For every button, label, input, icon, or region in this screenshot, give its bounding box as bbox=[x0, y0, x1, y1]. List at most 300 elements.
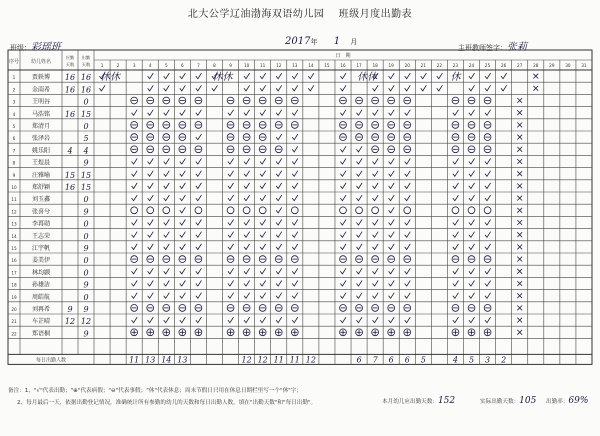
absent-mark bbox=[517, 196, 522, 201]
check-mark bbox=[164, 171, 170, 177]
check-mark bbox=[453, 183, 459, 189]
check-mark bbox=[453, 268, 459, 274]
check-mark bbox=[389, 293, 395, 299]
check-mark bbox=[148, 220, 154, 226]
absent-mark bbox=[517, 123, 522, 128]
actual-days: 9 bbox=[83, 329, 89, 339]
check-mark bbox=[276, 85, 282, 91]
check-mark bbox=[373, 317, 379, 323]
row-number: 5 bbox=[12, 124, 16, 129]
check-mark bbox=[132, 244, 138, 250]
check-mark bbox=[164, 110, 170, 116]
check-mark bbox=[340, 171, 346, 177]
absent-mark bbox=[517, 159, 522, 164]
check-mark bbox=[292, 232, 298, 238]
check-mark bbox=[180, 207, 186, 213]
check-mark bbox=[485, 110, 491, 116]
check-mark bbox=[196, 134, 202, 140]
child-name: 贾轶博 bbox=[31, 74, 51, 82]
check-mark bbox=[164, 73, 170, 79]
check-mark bbox=[180, 268, 186, 274]
actual-days: 16 bbox=[80, 85, 92, 95]
check-mark bbox=[244, 220, 250, 226]
check-mark bbox=[469, 281, 475, 287]
absent-mark bbox=[517, 306, 522, 311]
header-day: 31 bbox=[581, 63, 587, 68]
row-number: 20 bbox=[11, 307, 17, 312]
header-day: 22 bbox=[436, 63, 443, 68]
blank-circle-mark bbox=[195, 207, 202, 214]
absent-mark bbox=[517, 293, 522, 298]
check-mark bbox=[501, 85, 507, 91]
check-mark bbox=[180, 73, 186, 79]
check-mark bbox=[340, 293, 346, 299]
check-mark bbox=[437, 85, 443, 91]
check-mark bbox=[132, 171, 138, 177]
check-mark bbox=[469, 183, 475, 189]
check-mark bbox=[244, 195, 250, 201]
daily-total: 12 bbox=[257, 355, 268, 365]
check-mark bbox=[373, 159, 379, 165]
due-days: 16 bbox=[64, 85, 76, 95]
actual-total-value: 105 bbox=[519, 396, 537, 406]
check-mark bbox=[180, 110, 186, 116]
daily-total: 14 bbox=[161, 355, 172, 365]
header-actual-2: 天数 bbox=[81, 62, 91, 67]
due-days: 12 bbox=[64, 317, 76, 327]
check-mark bbox=[469, 293, 475, 299]
check-mark bbox=[485, 195, 491, 201]
check-mark bbox=[485, 159, 491, 165]
year-value: 2017 bbox=[285, 36, 311, 47]
check-mark bbox=[132, 268, 138, 274]
header-day: 14 bbox=[308, 63, 314, 68]
check-mark bbox=[228, 195, 234, 201]
check-mark bbox=[228, 183, 234, 189]
check-mark bbox=[469, 171, 475, 177]
check-mark bbox=[164, 183, 170, 189]
actual-days: 0 bbox=[83, 231, 89, 241]
check-mark bbox=[485, 73, 491, 79]
check-mark bbox=[260, 220, 266, 226]
check-mark bbox=[389, 159, 395, 165]
daily-total: 3 bbox=[485, 355, 491, 365]
header-day: 15 bbox=[324, 63, 330, 68]
check-mark bbox=[276, 171, 282, 177]
check-mark bbox=[276, 220, 282, 226]
absent-mark bbox=[517, 208, 522, 213]
header-actual: 出勤 bbox=[81, 55, 91, 60]
check-mark bbox=[453, 232, 459, 238]
check-mark bbox=[373, 183, 379, 189]
check-mark bbox=[196, 159, 202, 165]
check-mark bbox=[389, 110, 395, 116]
header-day: 28 bbox=[533, 63, 539, 68]
row-number: 14 bbox=[11, 233, 17, 239]
check-mark bbox=[485, 232, 491, 238]
check-mark bbox=[164, 293, 170, 299]
check-mark bbox=[340, 183, 346, 189]
check-mark bbox=[276, 281, 282, 287]
actual-days: 0 bbox=[83, 97, 89, 107]
check-mark bbox=[260, 171, 266, 177]
check-mark bbox=[389, 220, 395, 226]
check-mark bbox=[389, 85, 395, 91]
header-day: 2 bbox=[116, 63, 120, 68]
header-day: 1 bbox=[100, 63, 104, 68]
due-days: 9 bbox=[67, 305, 73, 314]
check-mark bbox=[244, 317, 250, 323]
header-day: 30 bbox=[565, 63, 571, 68]
absent-mark bbox=[517, 330, 522, 335]
check-mark bbox=[244, 183, 250, 189]
child-name: 金雨希 bbox=[31, 86, 51, 94]
check-mark bbox=[196, 183, 202, 189]
actual-days: 15 bbox=[80, 109, 92, 119]
check-mark bbox=[292, 146, 298, 152]
check-mark bbox=[485, 281, 491, 287]
check-mark bbox=[260, 293, 266, 299]
absent-mark bbox=[517, 281, 522, 286]
teacher-label: 主班教师签字： bbox=[458, 44, 507, 52]
header-day: 11 bbox=[260, 63, 266, 68]
row-number: 22 bbox=[11, 331, 17, 337]
check-mark bbox=[292, 195, 298, 201]
child-name: 江宇帆 bbox=[31, 245, 51, 252]
check-mark bbox=[405, 293, 411, 299]
blank-circle-mark bbox=[356, 207, 363, 214]
teacher-signature: 张莉 bbox=[507, 42, 527, 53]
check-mark bbox=[485, 220, 491, 226]
check-mark bbox=[292, 134, 298, 140]
check-mark bbox=[260, 232, 266, 238]
check-mark bbox=[148, 73, 154, 79]
check-mark bbox=[99, 85, 105, 91]
check-mark bbox=[389, 183, 395, 189]
header-day: 29 bbox=[549, 63, 555, 68]
check-mark bbox=[276, 207, 282, 213]
check-mark bbox=[373, 85, 379, 91]
check-mark bbox=[276, 183, 282, 189]
check-mark bbox=[340, 159, 346, 165]
check-mark bbox=[340, 73, 346, 79]
check-mark bbox=[405, 183, 411, 189]
row-number: 1 bbox=[12, 75, 16, 81]
check-mark bbox=[148, 85, 154, 91]
check-mark bbox=[276, 244, 282, 250]
check-mark bbox=[228, 268, 234, 274]
blank-circle-mark bbox=[340, 207, 347, 214]
check-mark bbox=[373, 268, 379, 274]
check-mark bbox=[373, 244, 379, 250]
header-day: 18 bbox=[372, 63, 378, 68]
check-mark bbox=[164, 195, 170, 201]
check-mark bbox=[292, 183, 298, 189]
check-mark bbox=[453, 220, 459, 226]
header-day: 3 bbox=[132, 63, 136, 68]
check-mark bbox=[180, 183, 186, 189]
blank-circle-mark bbox=[259, 207, 266, 214]
check-mark bbox=[340, 317, 346, 323]
check-mark bbox=[196, 195, 202, 201]
child-name: 王煜晨 bbox=[31, 159, 51, 167]
header-date-group: 日 期 bbox=[335, 53, 351, 59]
row-number: 8 bbox=[12, 160, 16, 166]
table-border bbox=[8, 50, 592, 364]
absent-mark bbox=[517, 147, 522, 152]
check-mark bbox=[340, 281, 346, 287]
header-no: 序号 bbox=[8, 59, 20, 65]
header-day: 20 bbox=[404, 63, 410, 68]
row-number: 15 bbox=[11, 246, 17, 251]
row-number: 18 bbox=[11, 282, 17, 288]
check-mark bbox=[196, 293, 202, 299]
check-mark bbox=[244, 268, 250, 274]
row-number: 12 bbox=[11, 209, 17, 215]
check-mark bbox=[260, 85, 266, 91]
check-mark bbox=[356, 220, 362, 226]
header-day: 26 bbox=[500, 63, 507, 68]
check-mark bbox=[485, 317, 491, 323]
row-number: 2 bbox=[12, 87, 16, 93]
child-name: 马浩铭 bbox=[31, 110, 51, 118]
check-mark bbox=[469, 195, 475, 201]
daily-total: 6 bbox=[404, 355, 410, 365]
check-mark bbox=[453, 110, 459, 116]
blank-circle-mark bbox=[452, 207, 459, 214]
check-mark bbox=[356, 195, 362, 201]
daily-total: 11 bbox=[289, 355, 300, 365]
row-number: 4 bbox=[12, 111, 16, 117]
header-day: 12 bbox=[276, 63, 282, 68]
check-mark bbox=[340, 146, 346, 152]
check-mark bbox=[373, 232, 379, 238]
check-mark bbox=[228, 159, 234, 165]
blank-circle-mark bbox=[404, 207, 411, 214]
check-mark bbox=[356, 159, 362, 165]
header-day: 23 bbox=[452, 63, 459, 68]
actual-days: 0 bbox=[83, 256, 89, 266]
daily-total: 6 bbox=[388, 355, 394, 365]
check-mark bbox=[260, 110, 266, 116]
row-number: 19 bbox=[11, 294, 17, 300]
blank-circle-mark bbox=[243, 207, 250, 214]
absent-mark bbox=[517, 220, 522, 225]
check-mark bbox=[373, 171, 379, 177]
check-mark bbox=[405, 281, 411, 287]
check-mark bbox=[389, 232, 395, 238]
due-days: 4 bbox=[67, 146, 73, 156]
check-mark bbox=[228, 232, 234, 238]
check-mark bbox=[485, 171, 491, 177]
check-mark bbox=[180, 171, 186, 177]
check-mark bbox=[196, 268, 202, 274]
blank-circle-mark bbox=[227, 207, 234, 214]
check-mark bbox=[469, 110, 475, 116]
check-mark bbox=[389, 317, 395, 323]
check-mark bbox=[148, 195, 154, 201]
check-mark bbox=[453, 293, 459, 299]
check-mark bbox=[389, 73, 395, 79]
check-mark bbox=[132, 220, 138, 226]
check-mark bbox=[132, 232, 138, 238]
child-name: 王明谷 bbox=[31, 98, 51, 106]
check-mark bbox=[196, 220, 202, 226]
check-mark bbox=[469, 244, 475, 250]
check-mark bbox=[244, 171, 250, 177]
check-mark bbox=[485, 183, 491, 189]
check-mark bbox=[292, 159, 298, 165]
child-name: 李再勋 bbox=[31, 220, 51, 228]
check-mark bbox=[389, 281, 395, 287]
daily-total: 12 bbox=[241, 355, 252, 365]
check-mark bbox=[180, 220, 186, 226]
notes-line-1: 备注：1、"√"代表出勤；"⊕"代表病假；"⊖"代表事假；"休"代表休息；周末节假日只用在休息日期栏里写一个"休"字； bbox=[8, 388, 302, 394]
check-mark bbox=[260, 159, 266, 165]
header-day: 7 bbox=[197, 63, 200, 68]
header-day: 6 bbox=[181, 63, 184, 68]
daily-total: 5 bbox=[468, 355, 475, 365]
child-name: 王志荣 bbox=[31, 232, 51, 240]
sheet-title: 北大公学辽油渤海双语幼儿园 班级月度出勤表 bbox=[187, 9, 413, 20]
check-mark bbox=[196, 317, 202, 323]
due-days: 16 bbox=[64, 109, 76, 119]
header-due-2: 天数 bbox=[65, 62, 75, 67]
check-mark bbox=[148, 110, 154, 116]
absent-mark bbox=[517, 232, 522, 237]
daily-total: 5 bbox=[420, 355, 426, 365]
daily-total: 7 bbox=[372, 355, 378, 365]
check-mark bbox=[244, 293, 250, 299]
header-day: 27 bbox=[517, 63, 523, 68]
check-mark bbox=[292, 293, 298, 299]
check-mark bbox=[148, 281, 154, 287]
row-number: 7 bbox=[12, 148, 16, 154]
absent-mark bbox=[533, 74, 538, 79]
blank-circle-mark bbox=[147, 207, 154, 214]
check-mark bbox=[276, 73, 282, 79]
child-name: 周皓航 bbox=[31, 293, 51, 301]
actual-days: 9 bbox=[83, 207, 89, 217]
blank-circle-mark bbox=[372, 207, 379, 214]
child-name: 林均颢 bbox=[31, 269, 51, 277]
child-name: 姚乐阳 bbox=[31, 147, 51, 155]
check-mark bbox=[244, 281, 250, 287]
actual-days: 15 bbox=[80, 170, 92, 180]
check-mark bbox=[148, 183, 154, 189]
absent-mark bbox=[517, 171, 522, 176]
check-mark bbox=[148, 244, 154, 250]
check-mark bbox=[180, 159, 186, 165]
check-mark bbox=[340, 220, 346, 226]
header-day: 21 bbox=[420, 63, 426, 68]
actual-days: 12 bbox=[80, 317, 92, 327]
row-number: 16 bbox=[11, 258, 17, 264]
check-mark bbox=[340, 244, 346, 250]
check-mark bbox=[132, 281, 138, 287]
check-mark bbox=[453, 281, 459, 287]
check-mark bbox=[469, 317, 475, 323]
check-mark bbox=[405, 268, 411, 274]
header-day: 25 bbox=[484, 63, 491, 68]
check-mark bbox=[453, 195, 459, 201]
check-mark bbox=[292, 244, 298, 250]
check-mark bbox=[405, 195, 411, 201]
check-mark bbox=[373, 110, 379, 116]
check-mark bbox=[292, 73, 298, 79]
row-number: 11 bbox=[11, 197, 17, 203]
check-mark bbox=[260, 195, 266, 201]
check-mark bbox=[308, 85, 314, 91]
check-mark bbox=[469, 159, 475, 165]
check-mark bbox=[132, 183, 138, 189]
row-number: 9 bbox=[12, 172, 16, 178]
check-mark bbox=[244, 244, 250, 250]
check-mark bbox=[228, 244, 234, 250]
check-mark bbox=[148, 232, 154, 238]
daily-total: 11 bbox=[273, 355, 284, 365]
check-mark bbox=[292, 268, 298, 274]
child-name: 郑清月 bbox=[31, 123, 51, 130]
check-mark bbox=[132, 110, 138, 116]
actual-days: 9 bbox=[83, 158, 89, 168]
check-mark bbox=[148, 159, 154, 165]
check-mark bbox=[453, 171, 459, 177]
daily-total: 2 bbox=[501, 355, 507, 365]
check-mark bbox=[244, 73, 250, 79]
check-mark bbox=[389, 244, 395, 250]
absent-mark bbox=[517, 184, 522, 189]
due-total-value: 152 bbox=[437, 396, 456, 406]
check-mark bbox=[469, 268, 475, 274]
check-mark bbox=[405, 85, 411, 91]
check-mark bbox=[196, 171, 202, 177]
check-mark bbox=[244, 110, 250, 116]
absent-mark bbox=[517, 98, 522, 103]
check-mark bbox=[405, 159, 411, 165]
due-days: 16 bbox=[64, 183, 76, 192]
child-name: 车芷晴 bbox=[31, 318, 51, 326]
check-mark bbox=[244, 159, 250, 165]
year-unit: 年 bbox=[310, 38, 318, 46]
check-mark bbox=[132, 159, 138, 165]
class-label: 班级： bbox=[10, 44, 31, 52]
absent-mark bbox=[517, 269, 522, 274]
due-days: 15 bbox=[64, 170, 76, 180]
check-mark bbox=[164, 317, 170, 323]
header-name: 幼儿姓名 bbox=[30, 59, 52, 65]
row-number: 6 bbox=[12, 136, 16, 142]
daily-total: 12 bbox=[305, 355, 316, 365]
blank-circle-mark bbox=[131, 207, 138, 214]
month-value: 1 bbox=[333, 36, 341, 47]
check-mark bbox=[260, 73, 266, 79]
check-mark bbox=[469, 73, 475, 79]
actual-days: 5 bbox=[83, 134, 89, 144]
check-mark bbox=[260, 268, 266, 274]
check-mark bbox=[276, 232, 282, 238]
check-mark bbox=[356, 183, 362, 189]
check-mark bbox=[292, 220, 298, 226]
daily-totals-label: 每日出勤人数 bbox=[35, 357, 67, 364]
rate-label: 出勤率： bbox=[546, 399, 569, 405]
child-name: 张喜兮 bbox=[31, 208, 51, 216]
daily-total: 6 bbox=[356, 355, 362, 365]
absent-mark bbox=[533, 86, 538, 91]
absent-mark bbox=[517, 110, 522, 115]
check-mark bbox=[340, 232, 346, 238]
header-day: 4 bbox=[148, 63, 152, 68]
